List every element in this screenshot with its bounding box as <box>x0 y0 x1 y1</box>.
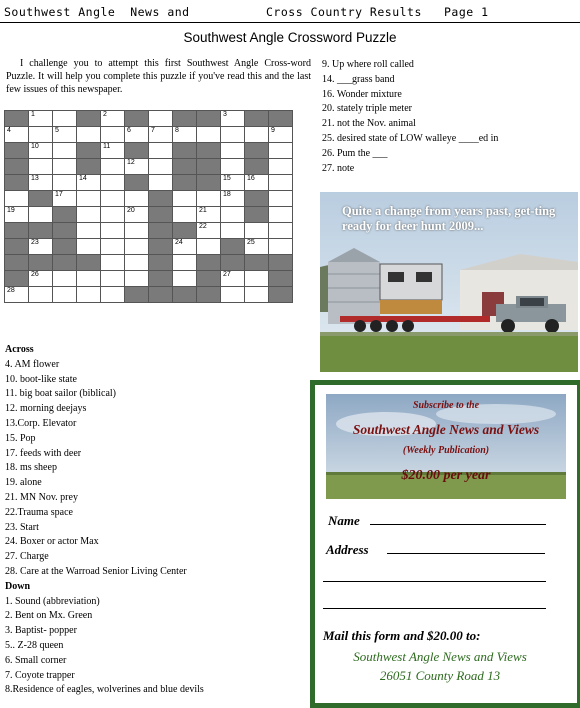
grid-cell[interactable] <box>53 191 77 207</box>
grid-clue-number: 10 <box>31 143 39 150</box>
subscribe-price: $20.00 per year <box>401 468 491 483</box>
grid-cell[interactable] <box>197 127 221 143</box>
grid-cell[interactable] <box>269 223 293 239</box>
clues-right-column <box>322 58 498 176</box>
crossword-grid <box>4 110 293 303</box>
mailing-address-line1: Southwest Angle News and Views <box>353 649 527 664</box>
grid-black-cell <box>245 159 269 175</box>
subscribe-line1: Subscribe to the <box>412 400 480 411</box>
grid-black-cell <box>125 143 149 159</box>
grid-cell[interactable] <box>77 191 101 207</box>
grid-clue-number: 25 <box>247 239 255 246</box>
grid-black-cell <box>29 255 53 271</box>
grid-clue-number: 16 <box>247 175 255 182</box>
grid-black-cell <box>149 207 173 223</box>
grid-cell[interactable] <box>245 287 269 303</box>
grid-cell[interactable] <box>125 159 149 175</box>
grid-black-cell <box>125 287 149 303</box>
grid-cell[interactable] <box>125 223 149 239</box>
grid-black-cell <box>5 175 29 191</box>
grid-clue-number: 2 <box>103 111 107 118</box>
grid-cell[interactable] <box>53 111 77 127</box>
down-heading: Down <box>5 580 31 592</box>
grid-cell[interactable] <box>269 207 293 223</box>
grid-cell[interactable] <box>29 111 53 127</box>
subscribe-line3: (Weekly Publication) <box>402 445 490 456</box>
grid-clue-number: 11 <box>103 143 111 150</box>
grid-row <box>5 175 293 191</box>
across-clue: 12. morning deejays <box>5 403 87 415</box>
grid-cell[interactable] <box>149 111 173 127</box>
grid-cell[interactable] <box>125 271 149 287</box>
grid-cell[interactable] <box>125 255 149 271</box>
grid-clue-number: 12 <box>127 159 135 166</box>
down-clue: 14. ___grass band <box>322 73 395 85</box>
grid-black-cell <box>149 239 173 255</box>
grid-cell[interactable] <box>101 287 125 303</box>
grid-clue-number: 13 <box>31 175 39 182</box>
grid-black-cell <box>173 223 197 239</box>
down-clue: 25. desired state of LOW walleye ____ed in <box>322 132 499 144</box>
grid-cell[interactable] <box>125 127 149 143</box>
grid-black-cell <box>77 159 101 175</box>
grid-cell[interactable] <box>173 239 197 255</box>
grid-cell[interactable] <box>53 159 77 175</box>
grid-cell[interactable] <box>149 143 173 159</box>
grid-black-cell <box>5 255 29 271</box>
mailing-address-line2: 26051 County Road 13 <box>379 668 501 683</box>
grid-cell[interactable] <box>77 223 101 239</box>
puzzle-title: Southwest Angle Crossword Puzzle <box>183 30 397 45</box>
address-field-line2[interactable] <box>323 581 546 582</box>
grid-black-cell <box>173 287 197 303</box>
grid-cell[interactable] <box>269 159 293 175</box>
grid-cell[interactable] <box>173 127 197 143</box>
grid-black-cell <box>5 271 29 287</box>
grid-clue-number: 18 <box>223 191 231 198</box>
across-clue: 18. ms sheep <box>5 462 57 474</box>
grid-cell[interactable] <box>101 271 125 287</box>
grid-row <box>5 223 293 239</box>
grid-black-cell <box>269 111 293 127</box>
grid-clue-number: 27 <box>223 271 231 278</box>
address-field-line1[interactable] <box>387 553 545 554</box>
across-clue: 27. Charge <box>5 551 49 563</box>
subscription-form <box>310 380 580 708</box>
grid-cell[interactable] <box>221 143 245 159</box>
header-rule <box>0 22 580 23</box>
grid-row <box>5 111 293 127</box>
down-clue: 5.. Z-28 queen <box>5 639 64 651</box>
grid-cell[interactable] <box>101 127 125 143</box>
grid-cell[interactable] <box>53 287 77 303</box>
grid-clue-number: 23 <box>31 239 39 246</box>
name-label: Name <box>328 513 360 528</box>
grid-row <box>5 191 293 207</box>
grid-black-cell <box>5 143 29 159</box>
clues-left-column <box>5 343 204 698</box>
grid-black-cell <box>245 255 269 271</box>
grid-clue-number: 5 <box>55 127 59 134</box>
grid-black-cell <box>221 239 245 255</box>
header-left-text: Southwest Angle News and <box>4 5 190 19</box>
grid-clue-number: 8 <box>175 127 179 134</box>
address-field-line3[interactable] <box>323 608 546 609</box>
grid-black-cell <box>197 111 221 127</box>
across-clue: 13.Corp. Elevator <box>5 417 77 429</box>
page-header <box>4 5 576 19</box>
grid-clue-number: 7 <box>151 127 155 134</box>
grid-cell[interactable] <box>221 207 245 223</box>
grid-black-cell <box>5 159 29 175</box>
grid-cell[interactable] <box>101 207 125 223</box>
grid-row <box>5 143 293 159</box>
down-clue-list-continued <box>322 58 498 176</box>
down-clue: 9. Up where roll called <box>322 59 414 70</box>
grid-black-cell <box>245 143 269 159</box>
grid-clue-number: 24 <box>175 239 183 246</box>
grid-black-cell <box>173 159 197 175</box>
across-clue: 19. alone <box>5 477 42 489</box>
grid-black-cell <box>125 175 149 191</box>
grid-black-cell <box>269 271 293 287</box>
grid-cell[interactable] <box>125 207 149 223</box>
grid-clue-number: 17 <box>55 191 63 198</box>
grid-cell[interactable] <box>77 239 101 255</box>
grid-row <box>5 159 293 175</box>
grid-cell[interactable] <box>269 127 293 143</box>
grid-black-cell <box>125 111 149 127</box>
deer-hunt-photo <box>320 192 578 372</box>
grid-black-cell <box>53 223 77 239</box>
grid-cell[interactable] <box>245 271 269 287</box>
grid-black-cell <box>5 223 29 239</box>
grid-black-cell <box>173 143 197 159</box>
grid-black-cell <box>197 255 221 271</box>
grid-cell[interactable] <box>173 207 197 223</box>
grid-cell[interactable] <box>245 239 269 255</box>
grid-black-cell <box>5 111 29 127</box>
grid-cell[interactable] <box>221 191 245 207</box>
grid-cell[interactable] <box>101 239 125 255</box>
grid-cell[interactable] <box>5 287 29 303</box>
grid-clue-number: 9 <box>271 127 275 134</box>
across-clue: 28. Care at the Warroad Senior Living Center <box>5 565 187 577</box>
intro-text: I challenge you to attempt this first Southwest Angle Cross-word Puzzle. It will help you complete this puzzle if you've read this and the last few issues of this newspaper. <box>6 58 311 95</box>
grid-cell[interactable] <box>5 127 29 143</box>
grid-clue-number: 28 <box>7 287 15 294</box>
grid-black-cell <box>77 111 101 127</box>
grid-cell[interactable] <box>29 239 53 255</box>
grid-cell[interactable] <box>101 255 125 271</box>
down-clue-list <box>5 595 204 699</box>
grid-clue-number: 3 <box>223 111 227 118</box>
across-clue: 15. Pop <box>5 432 36 444</box>
grid-cell[interactable] <box>77 175 101 191</box>
across-clue: 21. MN Nov. prey <box>5 491 78 503</box>
grid-cell[interactable] <box>245 127 269 143</box>
grid-black-cell <box>197 143 221 159</box>
down-clue: 16. Wonder mixture <box>322 88 402 100</box>
across-clue: 17. feeds with deer <box>5 447 82 459</box>
grid-cell[interactable] <box>221 159 245 175</box>
grid-black-cell <box>173 175 197 191</box>
grid-cell[interactable] <box>53 127 77 143</box>
grid-row <box>5 127 293 143</box>
grid-cell[interactable] <box>221 287 245 303</box>
grid-cell[interactable] <box>221 111 245 127</box>
down-clue: 6. Small corner <box>5 654 67 666</box>
grid-cell[interactable] <box>29 207 53 223</box>
grid-cell[interactable] <box>173 255 197 271</box>
grid-cell[interactable] <box>29 287 53 303</box>
grid-row <box>5 271 293 287</box>
grid-cell[interactable] <box>53 271 77 287</box>
across-clue: 11. big boat sailor (biblical) <box>5 388 116 400</box>
grid-black-cell <box>29 191 53 207</box>
grid-black-cell <box>5 239 29 255</box>
grid-cell[interactable] <box>269 239 293 255</box>
down-clue: 2. Bent on Mx. Green <box>5 610 93 622</box>
grid-black-cell <box>53 239 77 255</box>
grid-cell[interactable] <box>29 127 53 143</box>
grid-cell[interactable] <box>101 111 125 127</box>
mail-instructions: Mail this form and $20.00 to: <box>323 628 481 643</box>
across-clue: 4. AM flower <box>5 358 60 370</box>
grid-cell[interactable] <box>269 175 293 191</box>
grid-cell[interactable] <box>101 159 125 175</box>
down-clue: 27. note <box>322 162 355 174</box>
grid-cell[interactable] <box>53 143 77 159</box>
grid-clue-number: 21 <box>199 207 207 214</box>
grid-black-cell <box>173 111 197 127</box>
subscription-banner <box>326 394 566 499</box>
grid-cell[interactable] <box>197 207 221 223</box>
header-center-text: Cross Country Results <box>266 5 422 19</box>
down-clue: 26. Pum the ___ <box>322 147 388 159</box>
grid-cell[interactable] <box>197 239 221 255</box>
grid-cell[interactable] <box>173 271 197 287</box>
grid-clue-number: 26 <box>31 271 39 278</box>
grid-black-cell <box>197 175 221 191</box>
grid-clue-number: 4 <box>7 127 11 134</box>
grid-cell[interactable] <box>149 175 173 191</box>
name-field[interactable] <box>370 524 546 525</box>
grid-black-cell <box>221 255 245 271</box>
grid-cell[interactable] <box>269 143 293 159</box>
across-clue: 24. Boxer or actor Max <box>5 536 99 548</box>
grid-row <box>5 287 293 303</box>
grid-cell[interactable] <box>101 223 125 239</box>
grid-black-cell <box>245 111 269 127</box>
grid-cell[interactable] <box>5 191 29 207</box>
grid-cell[interactable] <box>149 159 173 175</box>
down-clue: 7. Coyote trapper <box>5 669 75 681</box>
across-clue: 22.Trauma space <box>5 506 73 518</box>
grid-clue-number: 14 <box>79 175 87 182</box>
across-clue: 23. Start <box>5 521 39 533</box>
grid-cell[interactable] <box>221 127 245 143</box>
grid-black-cell <box>269 255 293 271</box>
grid-black-cell <box>29 223 53 239</box>
page-number: Page 1 <box>444 5 489 19</box>
grid-clue-number: 20 <box>127 207 135 214</box>
grid-cell[interactable] <box>29 159 53 175</box>
grid-clue-number: 22 <box>199 223 207 230</box>
grid-cell[interactable] <box>245 175 269 191</box>
across-clue: 10. boot-like state <box>5 373 77 385</box>
grid-cell[interactable] <box>197 223 221 239</box>
grid-row <box>5 207 293 223</box>
grid-row <box>5 239 293 255</box>
grid-cell[interactable] <box>197 191 221 207</box>
grid-row <box>5 255 293 271</box>
grid-black-cell <box>245 207 269 223</box>
down-clue: 1. Sound (abbreviation) <box>5 595 100 607</box>
grid-cell[interactable] <box>77 271 101 287</box>
grid-black-cell <box>53 207 77 223</box>
grid-cell[interactable] <box>125 191 149 207</box>
grid-cell[interactable] <box>29 271 53 287</box>
down-clue: 20. stately triple meter <box>322 103 412 115</box>
grid-cell[interactable] <box>5 207 29 223</box>
grid-cell[interactable] <box>101 191 125 207</box>
grid-cell[interactable] <box>101 175 125 191</box>
grid-cell[interactable] <box>77 127 101 143</box>
grid-cell[interactable] <box>101 143 125 159</box>
grid-black-cell <box>197 271 221 287</box>
grid-clue-number: 15 <box>223 175 231 182</box>
grid-cell[interactable] <box>221 223 245 239</box>
grid-black-cell <box>149 287 173 303</box>
grid-cell[interactable] <box>125 239 149 255</box>
grid-cell[interactable] <box>269 191 293 207</box>
grid-black-cell <box>149 271 173 287</box>
intro-paragraph <box>6 57 311 96</box>
grid-black-cell <box>149 191 173 207</box>
address-label: Address <box>326 542 369 557</box>
grid-cell[interactable] <box>149 127 173 143</box>
down-clue: 8.Residence of eagles, wolverines and blue devils <box>5 684 204 696</box>
grid-black-cell <box>77 143 101 159</box>
grid-cell[interactable] <box>245 223 269 239</box>
grid-black-cell <box>149 223 173 239</box>
grid-black-cell <box>197 287 221 303</box>
grid-black-cell <box>53 255 77 271</box>
grid-cell[interactable] <box>77 287 101 303</box>
down-clue: 3. Baptist- popper <box>5 625 77 637</box>
grid-cell[interactable] <box>53 175 77 191</box>
grid-clue-number: 1 <box>31 111 35 118</box>
grid-black-cell <box>197 159 221 175</box>
grid-cell[interactable] <box>173 191 197 207</box>
photo-caption: Quite a change from years past, get-ting ready for deer hunt 2009... <box>342 204 556 233</box>
grid-cell[interactable] <box>29 143 53 159</box>
grid-black-cell <box>269 287 293 303</box>
grid-clue-number: 19 <box>7 207 15 214</box>
across-heading: Across <box>5 344 34 355</box>
subscribe-line2: Southwest Angle News and Views <box>352 422 540 437</box>
grid-black-cell <box>245 191 269 207</box>
grid-cell[interactable] <box>77 207 101 223</box>
grid-clue-number: 6 <box>127 127 131 134</box>
across-clue-list <box>5 358 204 580</box>
grid-black-cell <box>149 255 173 271</box>
grid-black-cell <box>77 255 101 271</box>
grid-cell[interactable] <box>221 175 245 191</box>
grid-cell[interactable] <box>29 175 53 191</box>
grid-cell[interactable] <box>221 271 245 287</box>
down-clue: 21. not the Nov. animal <box>322 118 416 130</box>
